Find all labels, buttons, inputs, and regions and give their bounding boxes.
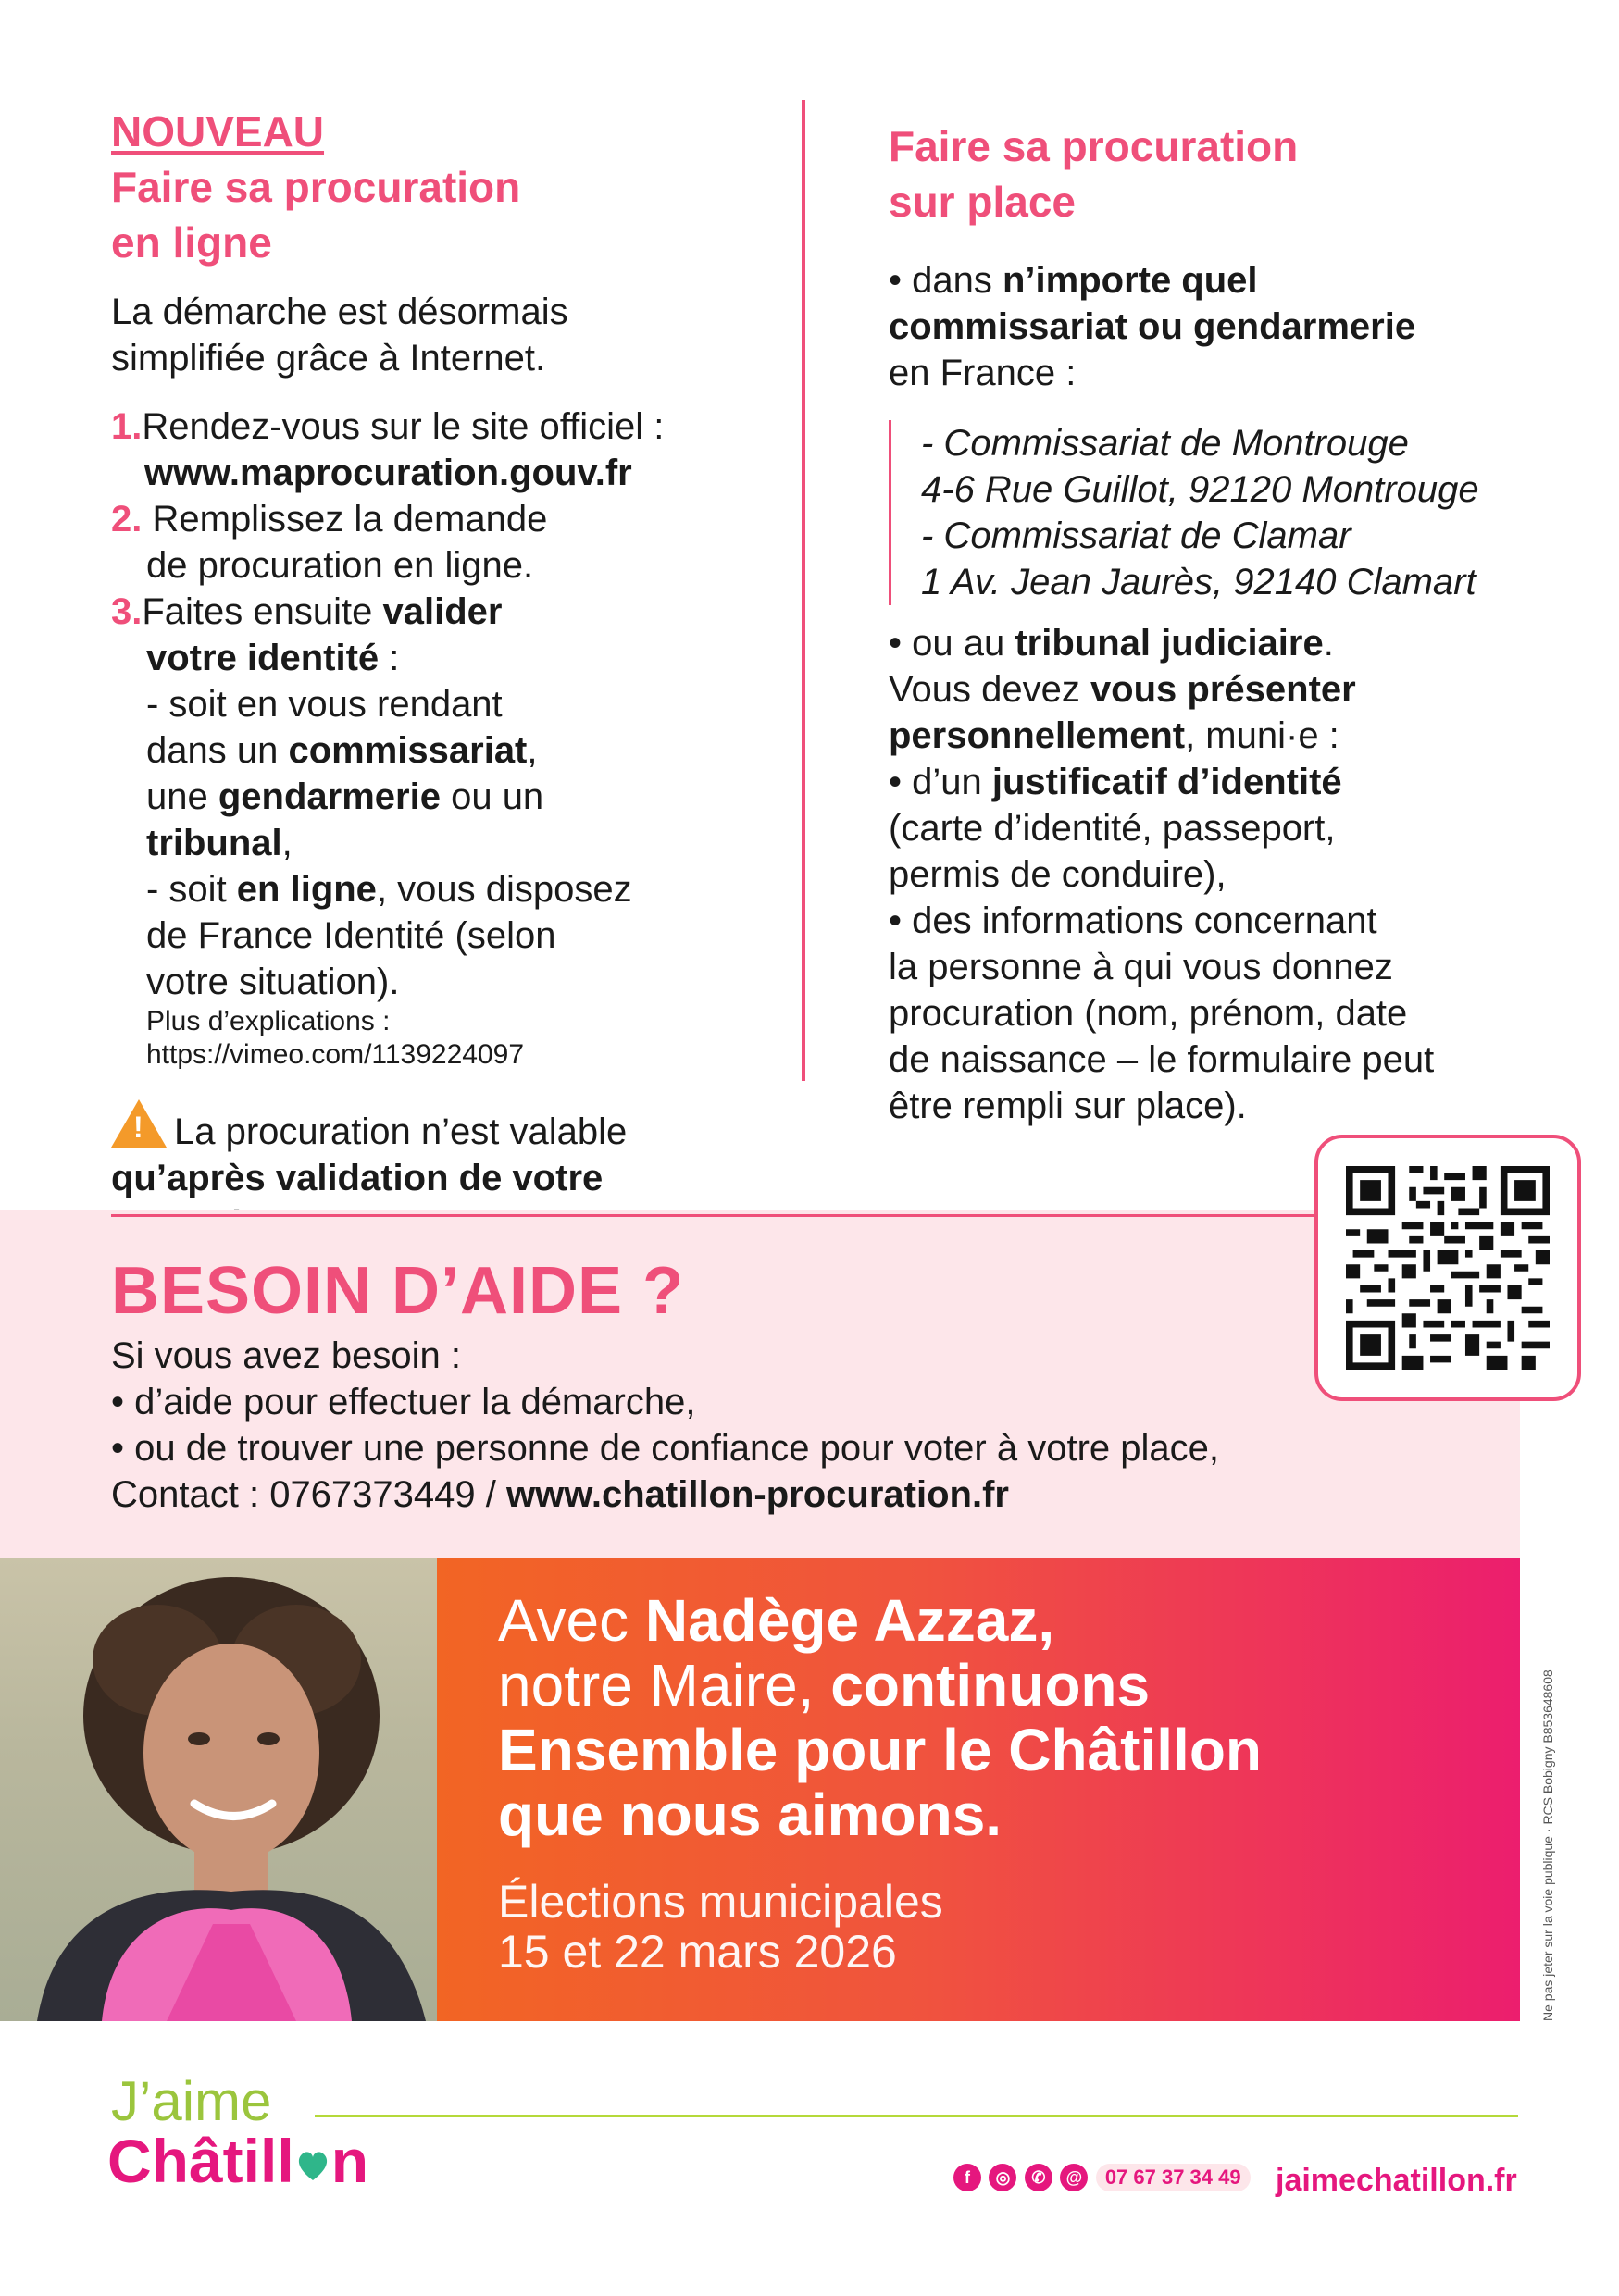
- address-list: [889, 420, 1555, 605]
- social-links: [953, 2164, 1251, 2197]
- portrait-illustration: [0, 1558, 437, 2021]
- online-title-line1: Faire sa procuration: [111, 163, 521, 211]
- election-dates: 15 et 22 mars 2026: [498, 1926, 897, 1978]
- logo-chatillon: Châtill n: [107, 2127, 369, 2195]
- footer-phone[interactable]: 07 67 37 34 49: [1096, 2164, 1251, 2191]
- at-icon[interactable]: @: [1060, 2164, 1088, 2191]
- in-person-title-line2: sur place: [889, 178, 1076, 226]
- footer-divider: [315, 2115, 1518, 2117]
- steps-list: 1.Rendez-vous sur le site officiel : www.maprocuration.gouv.fr 2. Remplissez la demande de procuration en ligne. 3.Faites ensuite valider votre identité : - soit en vous rendant dans un commissariat, une gendarmerie ou un tribunal, - soit en ligne, vous disposez de France Identité (selon votre situation). Plus d’explications : https://vimeo.com/1139224097: [111, 403, 759, 1072]
- address-montrouge-street: 4-6 Rue Guillot, 92120 Montrouge: [921, 469, 1479, 510]
- official-url[interactable]: www.maprocuration.gouv.fr: [144, 453, 632, 493]
- step-3: 3.Faites ensuite valider: [111, 591, 503, 632]
- vimeo-link[interactable]: https://vimeo.com/1139224097: [146, 1039, 525, 1070]
- column-divider: [802, 100, 805, 1081]
- where-text: • dans n’importe quel commissariat ou gendarmerie en France :: [889, 260, 1416, 393]
- in-person-procuration-section: [889, 118, 1555, 1129]
- heart-icon: [294, 2130, 331, 2167]
- campaign-slogan: Avec Nadège Azzaz, notre Maire, continuons Ensemble pour le Châtillon que nous aimons. Élections municipales 15 et 22 mars 2026: [498, 1588, 1516, 1977]
- option-in-person: - soit en vous rendant dans un commissariat, une gendarmerie ou un tribunal,: [146, 684, 544, 863]
- address-clamart-street: 1 Av. Jean Jaurès, 92140 Clamart: [921, 562, 1476, 602]
- instagram-icon[interactable]: ◎: [989, 2164, 1016, 2191]
- step-1: 1.Rendez-vous sur le site officiel :: [111, 406, 665, 447]
- in-person-title-line1: Faire sa procuration: [889, 122, 1299, 170]
- facebook-icon[interactable]: f: [953, 2164, 981, 2191]
- logo-jaime: J’aime: [111, 2070, 272, 2132]
- legal-mention: Ne pas jeter sur la voie publique · RCS Bobigny B853648608: [1540, 1669, 1555, 2021]
- online-procuration-section: [111, 104, 759, 1247]
- help-text: Si vous avez besoin : • d’aide pour effectuer la démarche, • ou de trouver une personne de confiance pour voter à votre place, Contact : 0767373449 / www.chatillon-procuration.fr: [111, 1335, 1219, 1515]
- whatsapp-icon[interactable]: ✆: [1025, 2164, 1052, 2191]
- online-title-line2: en ligne: [111, 218, 272, 267]
- more-info-label: Plus d’explications :: [146, 1006, 391, 1036]
- address-montrouge-name: - Commissariat de Montrouge: [921, 423, 1409, 464]
- election-label: Élections municipales: [498, 1876, 943, 1928]
- candidate-photo: [0, 1558, 437, 2021]
- footer-website[interactable]: jaimechatillon.fr: [1276, 2163, 1517, 2198]
- qr-code[interactable]: [1314, 1135, 1581, 1401]
- address-clamart-name: - Commissariat de Clamar: [921, 515, 1351, 556]
- help-divider: [111, 1214, 1342, 1217]
- warning-note: ! La procuration n’est valable qu’après validation de votre: [111, 1099, 759, 1247]
- step-2: 2. Remplissez la demande: [111, 499, 548, 540]
- contact-url[interactable]: www.chatillon-procuration.fr: [506, 1474, 1009, 1515]
- option-online: - soit en ligne, vous disposez de France Identité (selon votre situation).: [146, 869, 632, 1002]
- help-title: BESOIN D’AIDE ?: [111, 1254, 685, 1328]
- new-label: NOUVEAU: [111, 107, 325, 155]
- intro-text: La démarche est désormais simplifiée grâce à Internet.: [111, 292, 568, 379]
- warning-icon: !: [111, 1099, 167, 1148]
- requirements-text: • ou au tribunal judiciaire. Vous devez vous présenter personnellement, muni·e : • d’un justificatif d’identité (carte d’identité, passeport, permis de conduire), • des informations concernant la personne à qui vous donnez procuration (nom, prénom, date de naissance – le formulaire peut être rempli sur place).: [889, 623, 1435, 1126]
- qr-code-icon: [1346, 1166, 1550, 1370]
